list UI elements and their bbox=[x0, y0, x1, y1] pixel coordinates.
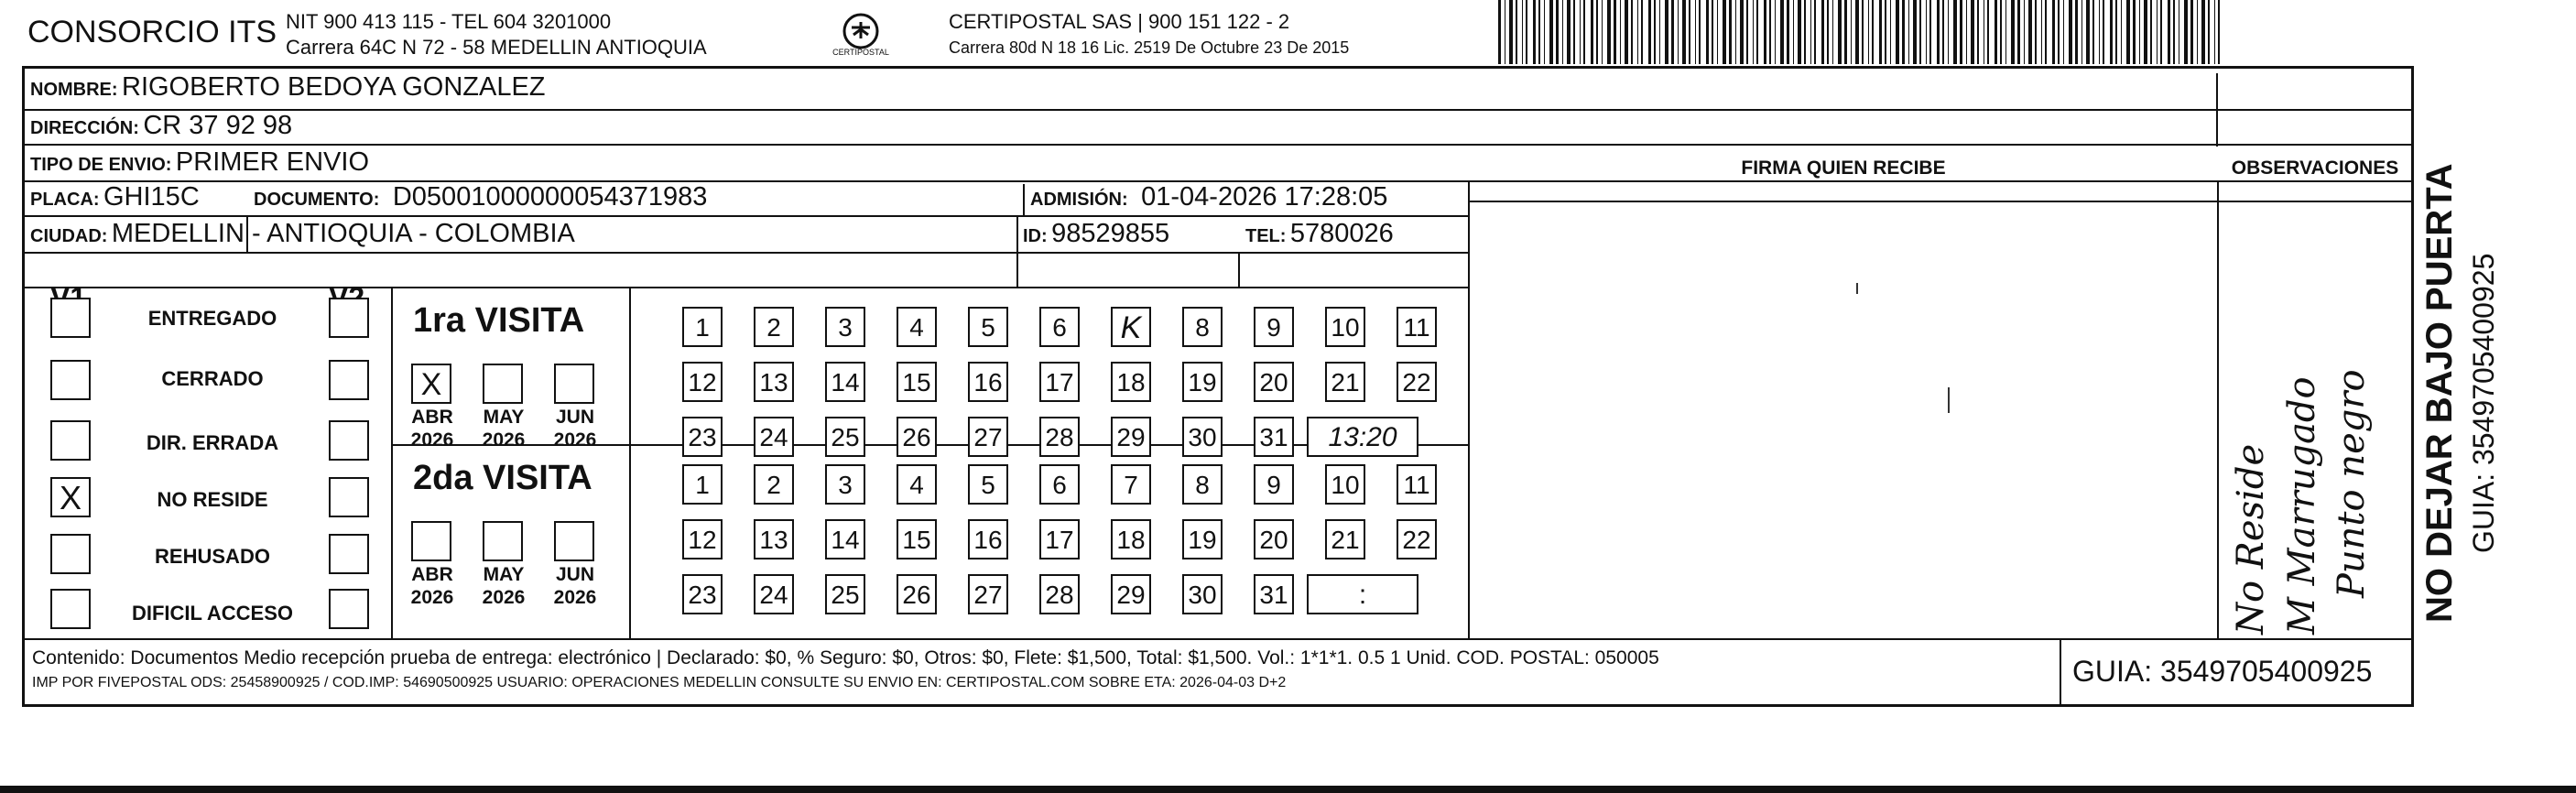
barcode-bar bbox=[1562, 0, 1563, 64]
barcode-bar bbox=[1607, 0, 1611, 64]
side-tick bbox=[2216, 73, 2218, 147]
barcode-bar bbox=[2121, 0, 2122, 64]
status-label: DIFICIL ACCESO bbox=[131, 602, 293, 625]
barcode-bar bbox=[1838, 0, 1842, 64]
field-direccion bbox=[30, 111, 292, 141]
tel-value: 5780026 bbox=[1289, 219, 1394, 248]
barcode-bar bbox=[1890, 0, 1891, 64]
barcode-bar bbox=[1798, 0, 1801, 64]
barcode-bar bbox=[2005, 0, 2006, 64]
month-checkbox[interactable]: X bbox=[411, 364, 451, 404]
footer-contenido: Contenido: Documentos Medio recepción prueba de entrega: electrónico | Declarado: $0, % Seguro: $0, Otros: $0, Flete: $1,500, Total: $1,500. Vol.: 1*1*1. 0.5 1 Unid. COD. POSTAL: 050005 bbox=[32, 647, 1659, 668]
direccion-label: DIRECCIÓN: bbox=[30, 118, 139, 138]
barcode-bar bbox=[1573, 0, 1575, 64]
day-cell[interactable]: 22 bbox=[1397, 362, 1437, 402]
barcode-bar bbox=[1966, 0, 1967, 64]
visit-time-field[interactable]: : bbox=[1307, 574, 1418, 614]
day-cell[interactable]: 10 bbox=[1325, 307, 1365, 347]
barcode-bar bbox=[1844, 0, 1847, 64]
footer-guia: GUIA: 3549705400925 bbox=[2072, 655, 2373, 688]
day-cell[interactable]: 23 bbox=[682, 574, 723, 614]
v1-checkbox[interactable]: X bbox=[50, 477, 91, 517]
v1-checkbox[interactable] bbox=[50, 298, 91, 338]
day-cell[interactable]: 26 bbox=[897, 574, 937, 614]
month-label bbox=[543, 406, 607, 451]
barcode-bar bbox=[1717, 0, 1718, 64]
ciudad-label: CIUDAD: bbox=[30, 226, 108, 246]
day-cell[interactable]: 14 bbox=[825, 362, 865, 402]
barcode-bar bbox=[2011, 0, 2015, 64]
day-cell[interactable]: 4 bbox=[897, 307, 937, 347]
barcode-bar bbox=[1567, 0, 1571, 64]
admision-label: ADMISIÓN: bbox=[1030, 190, 1128, 210]
placa-value: GHI15C bbox=[103, 182, 200, 212]
company-address: Carrera 64C N 72 - 58 MEDELLIN ANTIOQUIA bbox=[286, 36, 707, 59]
barcode-bar bbox=[1879, 0, 1882, 64]
barcode-bar bbox=[1526, 0, 1527, 64]
barcode-bar bbox=[2081, 0, 2082, 64]
day-cell[interactable]: 30 bbox=[1182, 417, 1223, 457]
day-cell[interactable]: 21 bbox=[1325, 362, 1365, 402]
barcode-bar bbox=[2208, 0, 2210, 64]
barcode-bar bbox=[2028, 0, 2032, 64]
courier-info bbox=[949, 9, 1349, 60]
visit-title: 1ra VISITA bbox=[413, 301, 585, 340]
v1-checkbox[interactable] bbox=[50, 420, 91, 461]
observacion-line-1: No Reside bbox=[2230, 443, 2272, 635]
bottom-cut-line bbox=[0, 786, 2576, 793]
barcode-bar bbox=[1580, 0, 1581, 64]
id-label: ID: bbox=[1023, 226, 1048, 246]
barcode-bar bbox=[1937, 0, 1940, 64]
day-cell[interactable]: 2 bbox=[754, 307, 794, 347]
day-cell[interactable]: 1 bbox=[682, 307, 723, 347]
barcode-bar bbox=[1926, 0, 1927, 64]
barcode-bar bbox=[2197, 0, 2198, 64]
barcode-bar bbox=[1682, 0, 1686, 64]
barcode-bar bbox=[1753, 0, 1754, 64]
ciudad-value: MEDELLIN - ANTIOQUIA - COLOMBIA bbox=[111, 219, 575, 248]
barcode-bar bbox=[1735, 0, 1736, 64]
barcode-bar bbox=[1953, 0, 1957, 64]
certipostal-logo-icon bbox=[831, 9, 890, 68]
nombre-label: NOMBRE: bbox=[30, 80, 118, 100]
barcode-bar bbox=[1872, 0, 1874, 64]
documento-label: DOCUMENTO: bbox=[254, 190, 380, 210]
footer-imp: IMP POR FIVEPOSTAL ODS: 25458900925 / COD.IMP: 54690500925 USUARIO: OPERACIONES MEDELLIN CONSULTE SU ENVIO EN: CERTIPOSTAL.COM SOBRE ETA: 2026-04-03 D+2 bbox=[32, 675, 1287, 690]
barcode-bar bbox=[1821, 0, 1824, 64]
company-info bbox=[286, 9, 707, 60]
barcode-bar bbox=[2063, 0, 2064, 64]
barcode-bar bbox=[2126, 0, 2130, 64]
month-checkbox[interactable] bbox=[483, 364, 523, 404]
day-cell[interactable]: 15 bbox=[897, 519, 937, 559]
day-cell[interactable]: 3 bbox=[825, 464, 865, 505]
field-tel bbox=[1245, 219, 1394, 249]
barcode-bar bbox=[1908, 0, 1909, 64]
barcode-bar bbox=[1977, 0, 1979, 64]
day-cell[interactable]: 4 bbox=[897, 464, 937, 505]
documento-value: D05001000000054371983 bbox=[392, 182, 708, 212]
nombre-value: RIGOBERTO BEDOYA GONZALEZ bbox=[122, 72, 546, 102]
barcode-bar bbox=[1902, 0, 1905, 64]
day-cell[interactable]: 24 bbox=[754, 574, 794, 614]
v2-checkbox[interactable] bbox=[329, 477, 369, 517]
visit-time-field[interactable]: 13:20 bbox=[1307, 417, 1418, 457]
month-name: ABR bbox=[411, 407, 453, 428]
status-label: DIR. ERRADA bbox=[146, 431, 279, 454]
barcode-bar bbox=[1929, 0, 1931, 64]
barcode-bar bbox=[1862, 0, 1864, 64]
barcode-bar bbox=[1832, 0, 1833, 64]
barcode-bar bbox=[2218, 0, 2220, 64]
month-name: MAY bbox=[483, 564, 525, 585]
barcode-bar bbox=[1775, 0, 1776, 64]
day-cell[interactable]: 19 bbox=[1182, 519, 1223, 559]
barcode-bar bbox=[1637, 0, 1638, 64]
day-cell[interactable]: 6 bbox=[1039, 464, 1080, 505]
barcode-bar bbox=[1620, 0, 1621, 64]
day-cell[interactable]: 13 bbox=[754, 362, 794, 402]
field-nombre bbox=[30, 72, 546, 103]
barcode-bar bbox=[1659, 0, 1660, 64]
logo-text: CERTIPOSTAL bbox=[832, 48, 889, 57]
day-cell[interactable]: 8 bbox=[1182, 464, 1223, 505]
courier-license: Carrera 80d N 18 16 Lic. 2519 De Octubre 23 De 2015 bbox=[949, 38, 1350, 57]
day-cell[interactable]: 21 bbox=[1325, 519, 1365, 559]
day-cell[interactable]: 10 bbox=[1325, 464, 1365, 505]
month-label bbox=[400, 563, 464, 609]
day-cell[interactable]: 7 bbox=[1111, 464, 1151, 505]
barcode-bar bbox=[1665, 0, 1668, 64]
barcode-bar bbox=[2069, 0, 2072, 64]
day-cell[interactable]: 23 bbox=[682, 417, 723, 457]
day-cell[interactable]: 6 bbox=[1039, 307, 1080, 347]
signature-dot bbox=[1856, 283, 1858, 294]
day-cell[interactable]: 14 bbox=[825, 519, 865, 559]
day-cell[interactable]: 3 bbox=[825, 307, 865, 347]
barcode-bar bbox=[2017, 0, 2020, 64]
barcode-bar bbox=[1654, 0, 1656, 64]
barcode-bar bbox=[1641, 0, 1643, 64]
day-cell[interactable]: 31 bbox=[1254, 417, 1294, 457]
barcode-bar bbox=[2075, 0, 2078, 64]
day-cell[interactable]: 16 bbox=[968, 362, 1008, 402]
barcode-bar bbox=[1804, 0, 1806, 64]
day-cell[interactable]: 25 bbox=[825, 417, 865, 457]
day-cell[interactable]: 17 bbox=[1039, 519, 1080, 559]
barcode-bar bbox=[2110, 0, 2113, 64]
barcode-bar bbox=[1729, 0, 1732, 64]
barcode-bar bbox=[1913, 0, 1917, 64]
signature-area[interactable] bbox=[1472, 204, 2213, 635]
barcode-bar bbox=[1885, 0, 1886, 64]
day-cell[interactable]: 5 bbox=[968, 307, 1008, 347]
barcode-bar bbox=[2103, 0, 2104, 64]
field-id bbox=[1023, 219, 1169, 249]
barcode-bar bbox=[2058, 0, 2060, 64]
status-label: ENTREGADO bbox=[147, 307, 277, 330]
barcode-bar bbox=[1769, 0, 1771, 64]
day-cell[interactable]: 9 bbox=[1254, 464, 1294, 505]
barcode-bar bbox=[1544, 0, 1545, 64]
month-year: 2026 bbox=[553, 429, 597, 451]
barcode-bar bbox=[1948, 0, 1949, 64]
barcode-bar bbox=[1793, 0, 1794, 64]
barcode-bar bbox=[2115, 0, 2117, 64]
barcode-bar bbox=[2041, 0, 2042, 64]
barcode-bar bbox=[2139, 0, 2140, 64]
v2-checkbox[interactable] bbox=[329, 589, 369, 629]
status-label: NO RESIDE bbox=[157, 488, 268, 511]
day-cell[interactable]: 2 bbox=[754, 464, 794, 505]
visit-title: 2da VISITA bbox=[413, 459, 592, 497]
day-cell[interactable]: 20 bbox=[1254, 362, 1294, 402]
barcode-bar bbox=[1522, 0, 1523, 64]
barcode-bar bbox=[2045, 0, 2047, 64]
barcode-bar bbox=[2099, 0, 2100, 64]
barcode-bar bbox=[2160, 0, 2162, 64]
barcode-bar bbox=[1678, 0, 1679, 64]
month-year: 2026 bbox=[482, 587, 526, 608]
barcode-bar bbox=[1625, 0, 1628, 64]
month-checkbox[interactable] bbox=[554, 364, 594, 404]
month-label bbox=[543, 563, 607, 609]
day-cell[interactable]: 25 bbox=[825, 574, 865, 614]
barcode-bar bbox=[2184, 0, 2188, 64]
barcode-bar bbox=[1516, 0, 1517, 64]
v2-checkbox[interactable] bbox=[329, 534, 369, 574]
day-cell[interactable]: 16 bbox=[968, 519, 1008, 559]
status-label: CERRADO bbox=[161, 367, 264, 390]
day-cell[interactable]: 29 bbox=[1111, 574, 1151, 614]
day-cell[interactable]: 30 bbox=[1182, 574, 1223, 614]
day-cell[interactable]: 11 bbox=[1397, 464, 1437, 505]
delivery-form bbox=[22, 66, 2414, 707]
barcode-bar bbox=[1919, 0, 1921, 64]
admision-value: 01-04-2026 17:28:05 bbox=[1141, 182, 1388, 212]
day-cell[interactable]: 12 bbox=[682, 362, 723, 402]
month-label bbox=[472, 563, 536, 609]
observacion-line-3: Punto negro bbox=[2331, 369, 2373, 598]
day-cell[interactable]: 15 bbox=[897, 362, 937, 402]
v2-checkbox[interactable] bbox=[329, 298, 369, 338]
barcode-bar bbox=[1810, 0, 1811, 64]
no-dejar-text: NO DEJAR BAJO PUERTA bbox=[2419, 163, 2460, 623]
field-placa bbox=[30, 182, 200, 212]
day-cell[interactable]: 22 bbox=[1397, 519, 1437, 559]
month-name: JUN bbox=[555, 407, 594, 428]
barcode-bar bbox=[1960, 0, 1962, 64]
day-cell[interactable]: 26 bbox=[897, 417, 937, 457]
v2-checkbox[interactable] bbox=[329, 420, 369, 461]
v2-checkbox[interactable] bbox=[329, 360, 369, 400]
firma-title: FIRMA QUIEN RECIBE bbox=[1741, 158, 1946, 179]
barcode-bar bbox=[1942, 0, 1944, 64]
tipo-label: TIPO DE ENVIO: bbox=[30, 155, 172, 175]
observaciones-title: OBSERVACIONES bbox=[2231, 158, 2399, 179]
id-value: 98529855 bbox=[1051, 219, 1170, 248]
barcode-bar bbox=[1971, 0, 1974, 64]
barcode-bar bbox=[1851, 0, 1852, 64]
barcode-bar bbox=[1699, 0, 1701, 64]
barcode-bar bbox=[1538, 0, 1540, 64]
barcode-bar bbox=[1631, 0, 1633, 64]
barcode-bar bbox=[1671, 0, 1674, 64]
barcode-bar bbox=[1780, 0, 1784, 64]
tipo-value: PRIMER ENVIO bbox=[175, 147, 370, 177]
observacion-line-2: M Marrugado bbox=[2281, 376, 2323, 635]
month-year: 2026 bbox=[553, 587, 597, 608]
field-tipo-envio bbox=[30, 147, 369, 178]
barcode-bar bbox=[2052, 0, 2055, 64]
day-cell[interactable]: 28 bbox=[1039, 417, 1080, 457]
barcode-bar bbox=[2086, 0, 2090, 64]
barcode-bar bbox=[1583, 0, 1585, 64]
barcode-bar bbox=[2157, 0, 2158, 64]
day-cell[interactable]: 12 bbox=[682, 519, 723, 559]
barcode-bar bbox=[1896, 0, 1899, 64]
month-name: ABR bbox=[411, 564, 453, 585]
signature-mark bbox=[1948, 387, 1950, 413]
v1-checkbox[interactable] bbox=[50, 360, 91, 400]
barcode-bar bbox=[2092, 0, 2094, 64]
month-year: 2026 bbox=[410, 429, 454, 451]
day-cell[interactable]: 20 bbox=[1254, 519, 1294, 559]
barcode-bar bbox=[2201, 0, 2205, 64]
v1-checkbox[interactable] bbox=[50, 534, 91, 574]
month-year: 2026 bbox=[410, 587, 454, 608]
month-label bbox=[472, 406, 536, 451]
field-admision bbox=[1030, 182, 1387, 212]
barcode-icon bbox=[1498, 0, 2231, 64]
barcode-bar bbox=[1648, 0, 1651, 64]
barcode-bar bbox=[2168, 0, 2170, 64]
field-ciudad bbox=[30, 219, 575, 249]
month-name: JUN bbox=[555, 564, 594, 585]
barcode-bar bbox=[1723, 0, 1726, 64]
day-cell[interactable]: K bbox=[1111, 307, 1151, 347]
barcode-bar bbox=[1509, 0, 1513, 64]
barcode-bar bbox=[2024, 0, 2025, 64]
observations-area[interactable] bbox=[2221, 204, 2409, 635]
barcode-bar bbox=[1814, 0, 1816, 64]
month-checkbox[interactable] bbox=[554, 521, 594, 561]
barcode-bar bbox=[1498, 0, 1501, 64]
direccion-value: CR 37 92 98 bbox=[143, 111, 293, 140]
barcode-bar bbox=[2000, 0, 2002, 64]
day-cell[interactable]: 17 bbox=[1039, 362, 1080, 402]
barcode-bar bbox=[2190, 0, 2193, 64]
barcode-bar bbox=[1855, 0, 1859, 64]
barcode-bar bbox=[1994, 0, 1997, 64]
day-cell[interactable]: 27 bbox=[968, 417, 1008, 457]
day-cell[interactable]: 18 bbox=[1111, 519, 1151, 559]
day-cell[interactable]: 11 bbox=[1397, 307, 1437, 347]
barcode-bar bbox=[1614, 0, 1616, 64]
barcode-bar bbox=[1764, 0, 1766, 64]
barcode-bar bbox=[1827, 0, 1829, 64]
barcode-bar bbox=[1556, 0, 1559, 64]
barcode-bar bbox=[1549, 0, 1553, 64]
day-cell[interactable]: 19 bbox=[1182, 362, 1223, 402]
barcode-bar bbox=[1740, 0, 1744, 64]
day-cell[interactable]: 24 bbox=[754, 417, 794, 457]
barcode-bar bbox=[2133, 0, 2136, 64]
side-guia: GUIA: 3549705400925 bbox=[2467, 253, 2500, 553]
barcode-bar bbox=[1591, 0, 1593, 64]
v1-checkbox[interactable] bbox=[50, 589, 91, 629]
barcode-bar bbox=[2214, 0, 2215, 64]
month-name: MAY bbox=[483, 407, 525, 428]
barcode-bar bbox=[1602, 0, 1603, 64]
barcode-bar bbox=[1533, 0, 1536, 64]
barcode-bar bbox=[1868, 0, 1869, 64]
barcode-bar bbox=[1596, 0, 1598, 64]
day-cell[interactable]: 5 bbox=[968, 464, 1008, 505]
barcode-bar bbox=[1746, 0, 1748, 64]
day-cell[interactable]: 31 bbox=[1254, 574, 1294, 614]
month-label bbox=[400, 406, 464, 451]
day-cell[interactable]: 18 bbox=[1111, 362, 1151, 402]
barcode-bar bbox=[1987, 0, 1989, 64]
barcode-bar bbox=[1756, 0, 1758, 64]
courier-name: CERTIPOSTAL SAS | 900 151 122 - 2 bbox=[949, 10, 1290, 33]
barcode-bar bbox=[2173, 0, 2175, 64]
barcode-bar bbox=[2035, 0, 2037, 64]
status-label: REHUSADO bbox=[155, 545, 270, 568]
barcode-bar bbox=[1712, 0, 1713, 64]
day-cell[interactable]: 1 bbox=[682, 464, 723, 505]
day-cell[interactable]: 13 bbox=[754, 519, 794, 559]
barcode-bar bbox=[1706, 0, 1709, 64]
barcode-bar bbox=[1787, 0, 1789, 64]
barcode-bar bbox=[2150, 0, 2152, 64]
placa-label: PLACA: bbox=[30, 190, 100, 210]
day-cell[interactable]: 29 bbox=[1111, 417, 1151, 457]
field-documento bbox=[254, 182, 707, 212]
day-cell[interactable]: 8 bbox=[1182, 307, 1223, 347]
month-year: 2026 bbox=[482, 429, 526, 451]
barcode-bar bbox=[1695, 0, 1696, 64]
company-nit: NIT 900 413 115 - TEL 604 3201000 bbox=[286, 10, 612, 33]
day-cell[interactable]: 27 bbox=[968, 574, 1008, 614]
barcode-bar bbox=[1689, 0, 1690, 64]
tel-label: TEL: bbox=[1245, 226, 1287, 246]
barcode-bar bbox=[2144, 0, 2147, 64]
company-name: CONSORCIO ITS bbox=[27, 15, 277, 49]
month-checkbox[interactable] bbox=[411, 521, 451, 561]
month-checkbox[interactable] bbox=[483, 521, 523, 561]
day-cell[interactable]: 9 bbox=[1254, 307, 1294, 347]
day-cell[interactable]: 28 bbox=[1039, 574, 1080, 614]
